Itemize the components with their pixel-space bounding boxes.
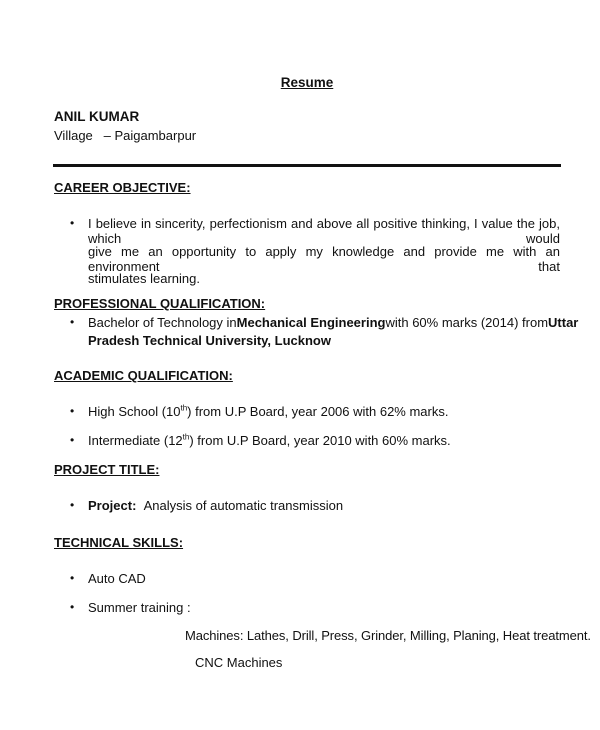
project-value: Analysis of automatic transmission xyxy=(143,498,344,513)
bullet-icon: • xyxy=(70,433,75,447)
project-label: Project: xyxy=(88,498,137,513)
career-line-2: give me an opportunity to apply my knowledge and provide me with an environment that xyxy=(88,244,560,274)
address-value: – Paigambarpur xyxy=(103,128,197,143)
academic-item-1 xyxy=(88,404,448,419)
bullet-icon: • xyxy=(70,498,75,512)
project-item xyxy=(88,498,343,513)
academic-item-sup: th xyxy=(180,403,188,413)
page-title: Resume xyxy=(280,75,334,90)
bullet-icon: • xyxy=(70,600,75,614)
header-divider xyxy=(53,164,561,167)
degree-text: Bachelor of Technology in xyxy=(88,315,237,330)
professional-qualification-heading: PROFESSIONAL QUALIFICATION: xyxy=(54,296,266,311)
skill-item-autocad: Auto CAD xyxy=(88,571,146,586)
bullet-icon: • xyxy=(70,216,75,230)
career-objective-heading: CAREER OBJECTIVE: xyxy=(54,180,191,195)
degree-field: Mechanical Engineering xyxy=(236,315,386,330)
candidate-address xyxy=(54,128,196,143)
training-cnc: CNC Machines xyxy=(195,655,283,670)
candidate-name: ANIL KUMAR xyxy=(54,109,140,124)
academic-item-text: High School (10 xyxy=(88,404,181,419)
bullet-icon: • xyxy=(70,315,75,329)
project-title-heading: PROJECT TITLE: xyxy=(54,462,160,477)
bullet-icon: • xyxy=(70,404,75,418)
academic-item-sup: th xyxy=(182,432,190,442)
university-part-1: Uttar xyxy=(548,315,579,330)
career-line-1: I believe in sincerity, perfectionism and above all positive thinking, I value the job, which would xyxy=(88,216,560,246)
academic-item-text: Intermediate (12 xyxy=(88,433,183,448)
professional-line-1 xyxy=(88,315,579,330)
academic-item-text: ) from U.P Board, year 2010 with 60% marks. xyxy=(189,433,451,448)
career-line-3: stimulates learning. xyxy=(88,271,200,286)
academic-item-text: ) from U.P Board, year 2006 with 62% marks. xyxy=(187,404,449,419)
degree-marks: with 60% marks (2014) from xyxy=(385,315,549,330)
academic-qualification-heading: ACADEMIC QUALIFICATION: xyxy=(54,368,233,383)
skill-item-training: Summer training : xyxy=(88,600,191,615)
training-machines: Machines: Lathes, Drill, Press, Grinder, Milling, Planing, Heat treatment. xyxy=(185,628,591,643)
address-label: Village xyxy=(54,128,93,143)
technical-skills-heading: TECHNICAL SKILLS: xyxy=(54,535,184,550)
bullet-icon: • xyxy=(70,571,75,585)
professional-line-2 xyxy=(88,333,331,348)
academic-item-2 xyxy=(88,433,451,448)
university-part-2: Pradesh Technical University, Lucknow xyxy=(88,333,331,348)
